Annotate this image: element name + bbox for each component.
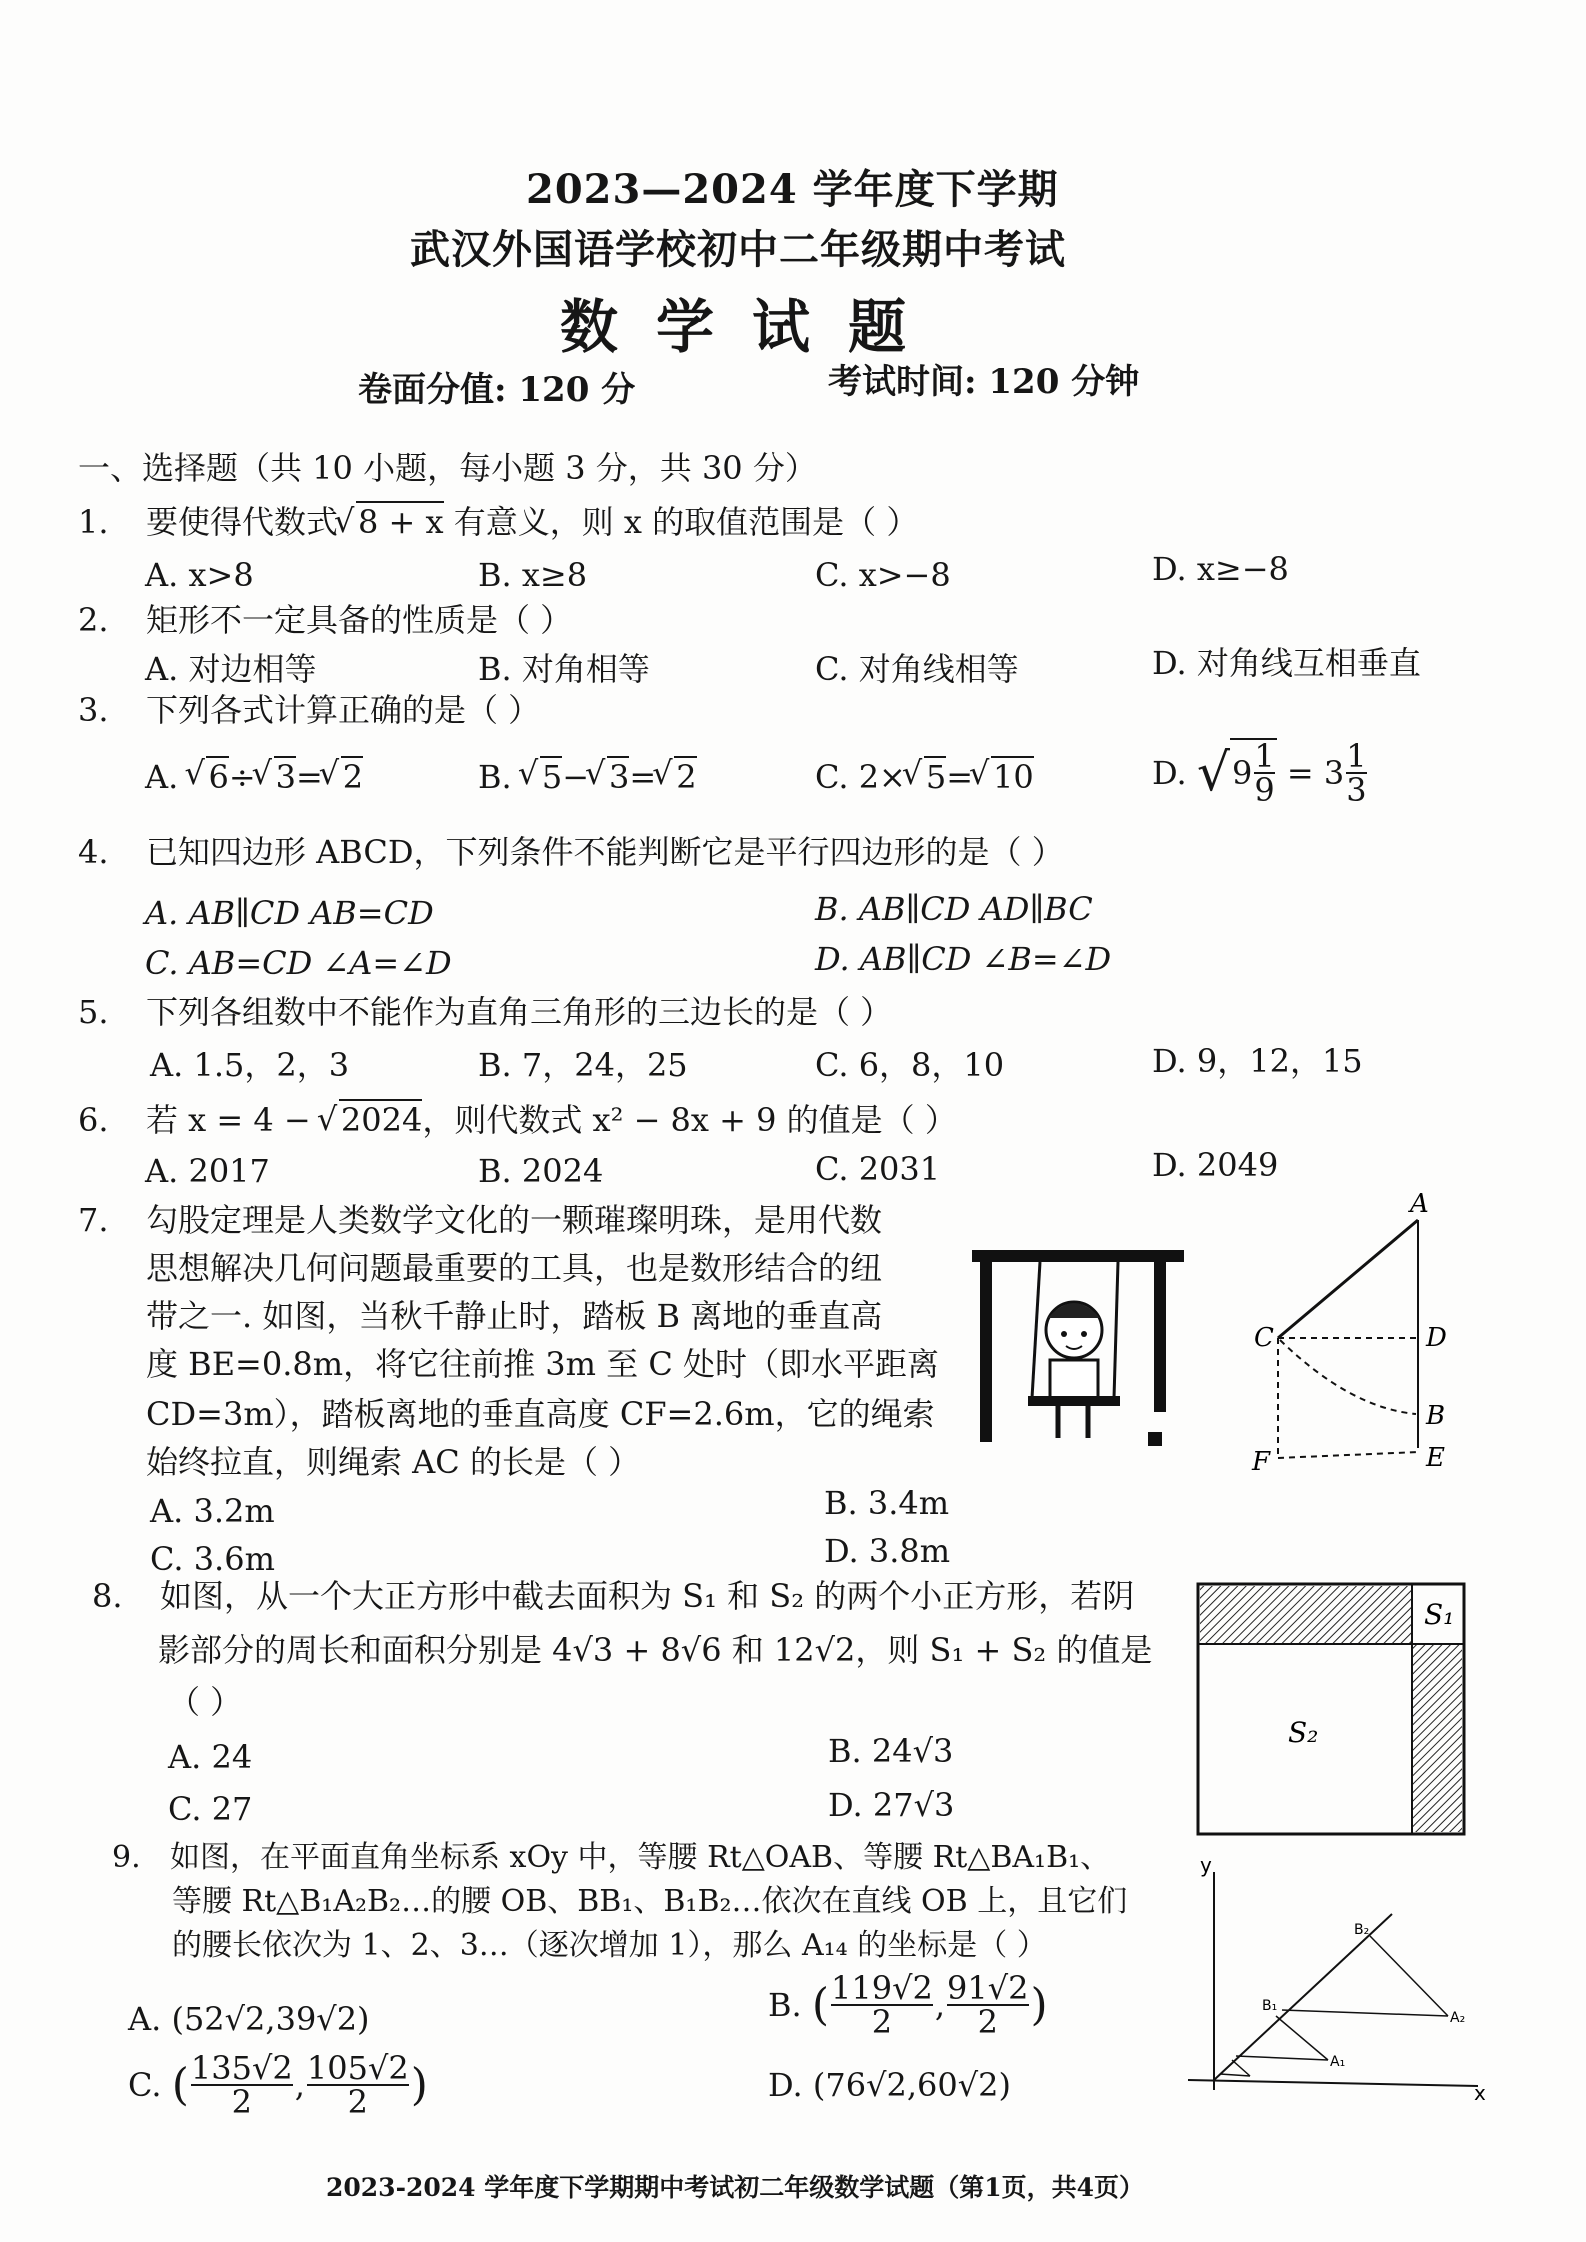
option-a: A. 24 [168, 1738, 253, 1776]
question-3: 3. 下列各式计算正确的是（ ） [78, 691, 541, 729]
svg-text:B₁: B₁ [1262, 1998, 1278, 2014]
option-b: B. x≥8 [478, 556, 588, 594]
option-d: D. 27√3 [828, 1786, 955, 1824]
option-d: D. 对角线互相垂直 [1152, 644, 1421, 682]
question-9-line: 的腰长依次为 1、2、3…（逐次增加 1），那么 A₁₄ 的坐标是（ ） [172, 1928, 1047, 1963]
swing-illustration [968, 1248, 1188, 1448]
option-b: B. 7，24，25 [478, 1046, 688, 1084]
option-b: B. ( $\frac{119√2}{2}$ , $\frac{91√2}{2}$ ) [768, 1969, 1048, 2041]
option-c: C. 对角线相等 [815, 650, 1019, 688]
option-c: C. 6，8，10 [815, 1046, 1005, 1084]
question-8-line: （ ） [168, 1683, 243, 1721]
option-d: D. 3.8m [824, 1532, 951, 1570]
svg-text:D: D [1426, 1323, 1447, 1353]
question-5: 5. 下列各组数中不能作为直角三角形的三边长的是（ ） [78, 993, 893, 1031]
question-6: 6. 若 x = 4 − √ 2024，则代数式 x² − 8x + 9 的值是（ ） [78, 1098, 957, 1142]
svg-text:S₂: S₂ [1288, 1716, 1319, 1749]
question-9-line: 等腰 Rt△B₁A₂B₂…的腰 OB、BB₁、B₁B₂…依次在直线 OB 上，且它们 [172, 1884, 1128, 1919]
option-d: D. √9 $\frac{1}{9}$ = 3 $\frac{1}{3}$ [1152, 737, 1367, 809]
option-a: A. 2017 [145, 1152, 270, 1190]
coordinate-figure [1178, 1854, 1498, 2124]
svg-text:y: y [1200, 1854, 1212, 1877]
option-a: A. 1.5，2，3 [150, 1046, 350, 1084]
option-b: B. AB∥CD AD∥BC [815, 890, 1093, 928]
svg-text:B₂: B₂ [1354, 1922, 1370, 1938]
section-heading: 一、选择题（共 10 小题，每小题 3 分，共 30 分） [78, 449, 817, 487]
option-c: C. 3.6m [150, 1540, 275, 1578]
page-footer: 2023-2024 学年度下学期期中考试初二年级数学试题（第1页，共4页） [326, 2173, 1145, 2202]
question-7-line: 思想解决几何问题最重要的工具，也是数形结合的纽 [146, 1249, 883, 1287]
time-label: 考试时间: 120 分钟 [828, 362, 1140, 402]
option-c: C. 27 [168, 1790, 253, 1828]
option-b: B. 24√3 [828, 1732, 954, 1770]
svg-text:x: x [1474, 2081, 1486, 2105]
option-d: D. 9，12，15 [1152, 1042, 1363, 1080]
option-b: B. 2024 [478, 1152, 604, 1190]
option-d: D. 2049 [1152, 1146, 1279, 1184]
question-9: 9. 如图，在平面直角坐标系 xOy 中，等腰 Rt△OAB、等腰 Rt△BA₁B₁、 [112, 1840, 1111, 1875]
question-7-line: 带之一. 如图，当秋千静止时，踏板 B 离地的垂直高 [146, 1297, 883, 1335]
question-7-line: CD=3m），踏板离地的垂直高度 CF=2.6m，它的绳索 [146, 1395, 935, 1433]
option-c: C. 2031 [815, 1150, 941, 1188]
question-7-line: 度 BE=0.8m，将它往前推 3m 至 C 处时（即水平距离 [146, 1345, 939, 1383]
svg-text:A₁: A₁ [1330, 2054, 1346, 2070]
option-c: C. x>−8 [815, 556, 951, 594]
option-b: B. 3.4m [824, 1484, 950, 1522]
question-7: 7. 勾股定理是人类数学文化的一颗璀璨明珠，是用代数 [78, 1201, 883, 1239]
option-b: B. √ 5−√ 3=√ 2 [478, 758, 697, 796]
question-8: 8. 如图，从一个大正方形中截去面积为 S₁ 和 S₂ 的两个小正方形，若阴 [92, 1577, 1135, 1615]
score-label: 卷面分值: 120 分 [358, 370, 636, 410]
question-8-line: 影部分的周长和面积分别是 4√3 + 8√6 和 12√2，则 S₁ + S₂ 的值是 [158, 1631, 1153, 1669]
option-c: C. AB=CD ∠A=∠D [145, 944, 452, 982]
option-b: B. 对角相等 [478, 650, 650, 688]
question-1: 1. 要使得代数式√ 8 + x 有意义，则 x 的取值范围是（ ） [78, 500, 918, 544]
option-d: D. AB∥CD ∠B=∠D [815, 940, 1112, 978]
svg-text:C: C [1254, 1323, 1274, 1353]
option-a: A. AB∥CD AB=CD [145, 894, 434, 932]
option-a: A. x>8 [145, 556, 254, 594]
question-7-line: 始终拉直，则绳索 AC 的长是（ ） [146, 1443, 641, 1481]
sqrt-expression: √ 2024 [339, 1099, 422, 1139]
svg-text:B: B [1426, 1401, 1446, 1431]
sqrt-expression: √ 8 + x [356, 501, 444, 541]
square-figure [1192, 1580, 1472, 1840]
svg-text:A₂: A₂ [1450, 2010, 1466, 2026]
svg-text:A: A [1410, 1190, 1429, 1219]
option-d: D. x≥−8 [1152, 550, 1289, 588]
option-c: C. ( $\frac{135√2}{2}$ , $\frac{105√2}{2}$ ) [128, 2049, 428, 2121]
exam-subject-title: 数学试题 [560, 293, 945, 361]
svg-text:S₁: S₁ [1424, 1598, 1455, 1631]
svg-text:E: E [1426, 1443, 1445, 1473]
option-a: A. 对边相等 [145, 650, 317, 688]
option-a: A. (52√2,39√2) [128, 2000, 370, 2038]
option-a: A. √ 6÷√ 3=√ 2 [145, 758, 363, 796]
svg-text:F: F [1252, 1447, 1271, 1477]
question-2: 2. 矩形不一定具备的性质是（ ） [78, 601, 573, 639]
option-d: D. (76√2,60√2) [768, 2066, 1011, 2104]
exam-school-title: 武汉外国语学校初中二年级期中考试 [410, 226, 1066, 273]
option-a: A. 3.2m [150, 1492, 275, 1530]
question-4: 4. 已知四边形 ABCD，下列条件不能判断它是平行四边形的是（ ） [78, 833, 1064, 871]
option-c: C. 2×√ 5=√ 10 [815, 758, 1034, 796]
exam-year-title: 2023—2024 学年度下学期 [526, 166, 1059, 213]
question-number: 1. [78, 503, 109, 541]
swing-geometry-figure [1240, 1190, 1470, 1480]
